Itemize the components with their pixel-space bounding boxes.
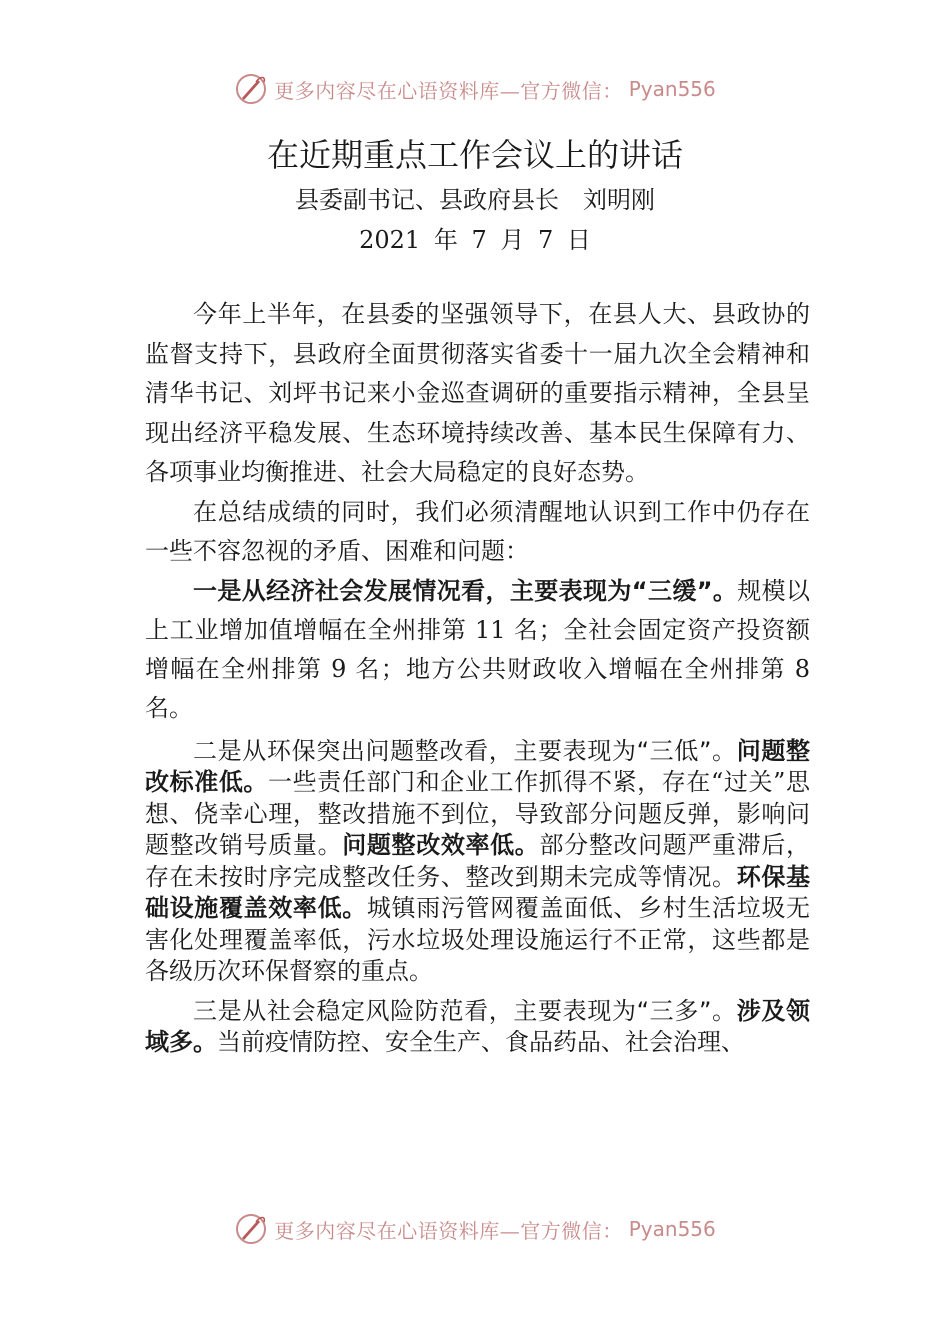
- quill-logo-icon: [234, 72, 268, 106]
- document-body: [145, 295, 810, 1059]
- watermark-text: 更多内容尽在心语资料库—官方微信：: [274, 78, 623, 103]
- paragraph-stability-heading: 三是从社会稳定风险防范看，主要表现为“三多”。: [193, 996, 737, 1025]
- paragraph-stability: [145, 996, 810, 1059]
- watermark-footer: [0, 1212, 950, 1246]
- watermark-handle: Pyan556: [628, 1217, 716, 1241]
- watermark-handle: Pyan556: [628, 77, 716, 101]
- environment-point-1-heading: 问题整改标准低。: [145, 736, 810, 796]
- watermark-text: 更多内容尽在心语资料库—官方微信：: [274, 1218, 623, 1243]
- document-title: 在近期重点工作会议上的讲话: [266, 136, 683, 174]
- environment-point-1-text: 一些责任部门和企业工作抓得不紧，存在“过关”思想、侥幸心理，整改措施不到位，导致部分问题反弹，影响问题整改销号质量。: [145, 768, 810, 859]
- paragraph-intro: 今年上半年，在县委的坚强领导下，在县人大、县政协的监督支持下，县政府全面贯彻落实省委十一届九次全会精神和清华书记、刘坪书记来小金巡查调研的重要指示精神，全县呈现出经济平稳发展、生态环境持续改善、基本民生保障有力、各项事业均衡推进、社会大局稳定的良好态势。: [145, 300, 810, 486]
- paragraph-environment-heading: 二是从环保突出问题整改看，主要表现为“三低”。: [193, 736, 737, 765]
- stability-point-1-text: 当前疫情防控、安全生产、食品药品、社会治理、: [217, 1028, 745, 1056]
- paragraph-economy-heading: 一是从经济社会发展情况看，主要表现为“三缓”。: [193, 576, 738, 605]
- speech-date: 2021 年 7 月 7 日: [359, 226, 591, 254]
- stability-point-1-heading: 涉及领域多。: [145, 996, 810, 1056]
- paragraph-environment: [145, 736, 810, 988]
- paragraph-economy: [145, 572, 810, 728]
- environment-point-3-heading: 环保基础设施覆盖效率低。: [145, 862, 811, 922]
- paragraph-problems-intro: 在总结成绩的同时，我们必须清醒地认识到工作中仍存在一些不容忽视的矛盾、困难和问题：: [145, 497, 810, 565]
- environment-point-2-text: 部分整改问题严重滞后，存在未按时序完成整改任务、整改到期未完成等情况。: [145, 831, 811, 891]
- watermark-header: [0, 72, 950, 106]
- environment-point-2-heading: 问题整改效率低。: [342, 831, 540, 859]
- paragraph-economy-text: 规模以上工业增加值增幅在全州排第 11 名；全社会固定资产投资额增幅在全州排第 9 名；地方公共财政收入增幅在全州排第 8 名。: [145, 576, 811, 722]
- quill-logo-icon: [234, 1212, 268, 1246]
- environment-point-3-text: 城镇雨污管网覆盖面低、乡村生活垃圾无害化处理覆盖率低，污水垃圾处理设施运行不正常，这些都是各级历次环保督察的重点。: [145, 894, 811, 985]
- speaker-line: 县委副书记、县政府县长 刘明刚: [295, 186, 655, 214]
